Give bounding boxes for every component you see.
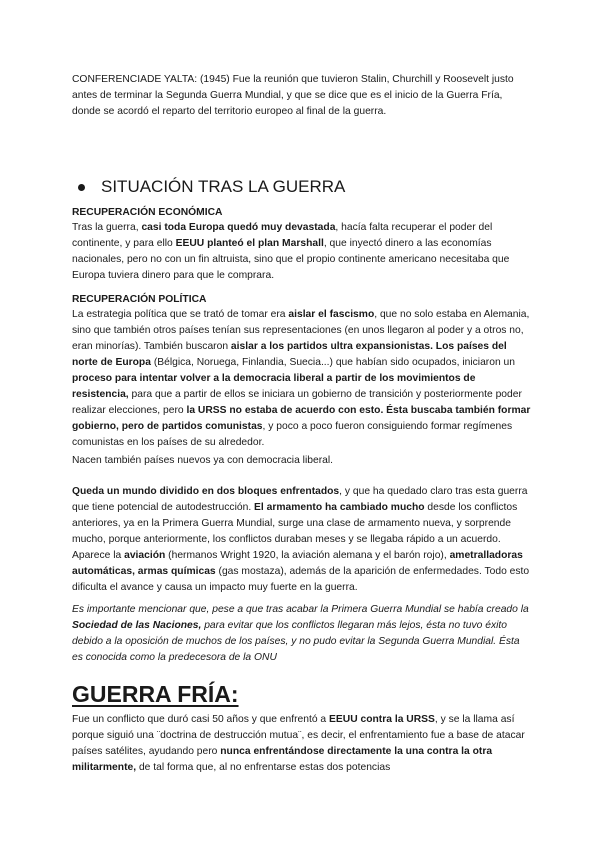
bold-text: proceso para intentar volver a la democracia liberal a partir de los movimientos de resistencia, (72, 373, 476, 400)
text-run: para que a partir de ellos se iniciara un gobierno de transición y posteriormente poder realizar elecciones, pero (72, 389, 522, 416)
bold-text: EEUU contra la URSS (329, 714, 435, 725)
blocs-paragraph (72, 484, 532, 596)
bold-text: aviación (124, 550, 166, 561)
text-run: , que inyectó dinero a las economías nacionales, pero no con un fin altruista, sino que el propio continente americano necesitaba que Europa tuviera dinero para que le comprara. (72, 238, 510, 281)
subheading-economic: RECUPERACIÓN ECONÓMICA (72, 207, 223, 218)
text-run: , que no solo estaba en Alemania, sino que también otros países tenían sus representaciones (en unos llegaron al poder y a otros no, eran minorías). También buscaron (72, 309, 530, 352)
section-heading (78, 176, 345, 198)
text-run: , y se la llama así porque siguió una ¨doctrina de destrucción mutua¨, es decir, el enfrentamiento fue a base de atacar países satélites, ayudando pero (72, 714, 525, 757)
bullet-icon (78, 184, 85, 191)
text-run: Es importante mencionar que, pese a que tras acabar la Primera Guerra Mundial se había creado la (72, 604, 529, 615)
intro-paragraph (72, 72, 532, 120)
text-run: de tal forma que, al no enfrentarse estas dos potencias (136, 762, 391, 773)
bold-text: Sociedad de las Naciones, (72, 620, 202, 631)
political-extra: Nacen también países nuevos ya con democracia liberal. (72, 455, 333, 466)
cold-war-title: GUERRA FRÍA: (72, 681, 239, 707)
bold-text: casi toda Europa quedó muy devastada (141, 222, 336, 233)
bold-text: la URSS no estaba de acuerdo con esto. Ésta buscaba también formar gobierno, pero de partidos comunistas (72, 405, 531, 432)
cold-war-paragraph (72, 712, 532, 776)
economic-paragraph (72, 220, 532, 284)
text-run: , hacía falta recuperar el poder del continente, y para ello (72, 222, 493, 249)
political-paragraph (72, 307, 532, 451)
text-run: Tras la guerra, (72, 222, 142, 233)
text-run: desde los conflictos anteriores, ya en la Primera Guerra Mundial, surge una clase de armamento nueva, y sorprende mucho, porque anteriormente, los conflictos duraban meses y se llegaba rápido a un acuerdo. Aparece la (72, 502, 518, 561)
bold-text: El armamento ha cambiado mucho (254, 502, 425, 513)
bold-text: Queda un mundo dividido en dos bloques enfrentados (72, 486, 340, 497)
bold-text: aislar el fascismo (288, 309, 375, 320)
text-run: , y que ha quedado claro tras esta guerra que tiene potencial de autodestrucción. (72, 486, 528, 513)
bold-text: ametralladoras automáticas, armas químicas (72, 550, 523, 577)
blocs-note (72, 602, 532, 666)
text-run: para evitar que los conflictos llegaran más lejos, ésta no tuvo éxito debido a la oposición de muchos de los países, y no pudo evitar la Segunda Guerra Mundial. Ésta es conocida como la predecesora de la ONU (72, 620, 520, 663)
subheading-political: RECUPERACIÓN POLÍTICA (72, 294, 207, 305)
bold-text: nunca enfrentándose directamente la una contra la otra militarmente, (72, 746, 493, 773)
text-run: La estrategia política que se trató de tomar era (72, 309, 289, 320)
bold-text: EEUU planteó el plan Marshall (175, 238, 324, 249)
text-run: CONFERENCIADE YALTA: (1945) Fue la reunión que tuvieron Stalin, Churchill y Roosevelt justo antes de terminar la Segunda Guerra Mundial, y que se dice que es el inicio de la Guerra Fría, donde se acordó el reparto del territorio europeo al final de la guerra. (72, 74, 514, 117)
bold-text: aislar a los partidos ultra expansionistas. Los países del norte de Europa (72, 341, 507, 368)
text-run: (Bélgica, Noruega, Finlandia, Suecia...) que habían sido ocupados, iniciaron un (150, 357, 516, 368)
text-run: (hermanos Wright 1920, la aviación alemana y el barón rojo), (165, 550, 450, 561)
text-run: (gas mostaza), además de la aparición de enfermedades. Todo esto dificulta el avance y causa un impacto muy fuerte en la guerra. (72, 566, 530, 593)
section-title: SITUACIÓN TRAS LA GUERRA (101, 177, 346, 196)
text-run: , y poco a poco fueron consiguiendo formar regímenes comunistas en los países de su alrededor. (72, 421, 513, 448)
text-run: Fue un conflicto que duró casi 50 años y que enfrentó a (72, 714, 330, 725)
